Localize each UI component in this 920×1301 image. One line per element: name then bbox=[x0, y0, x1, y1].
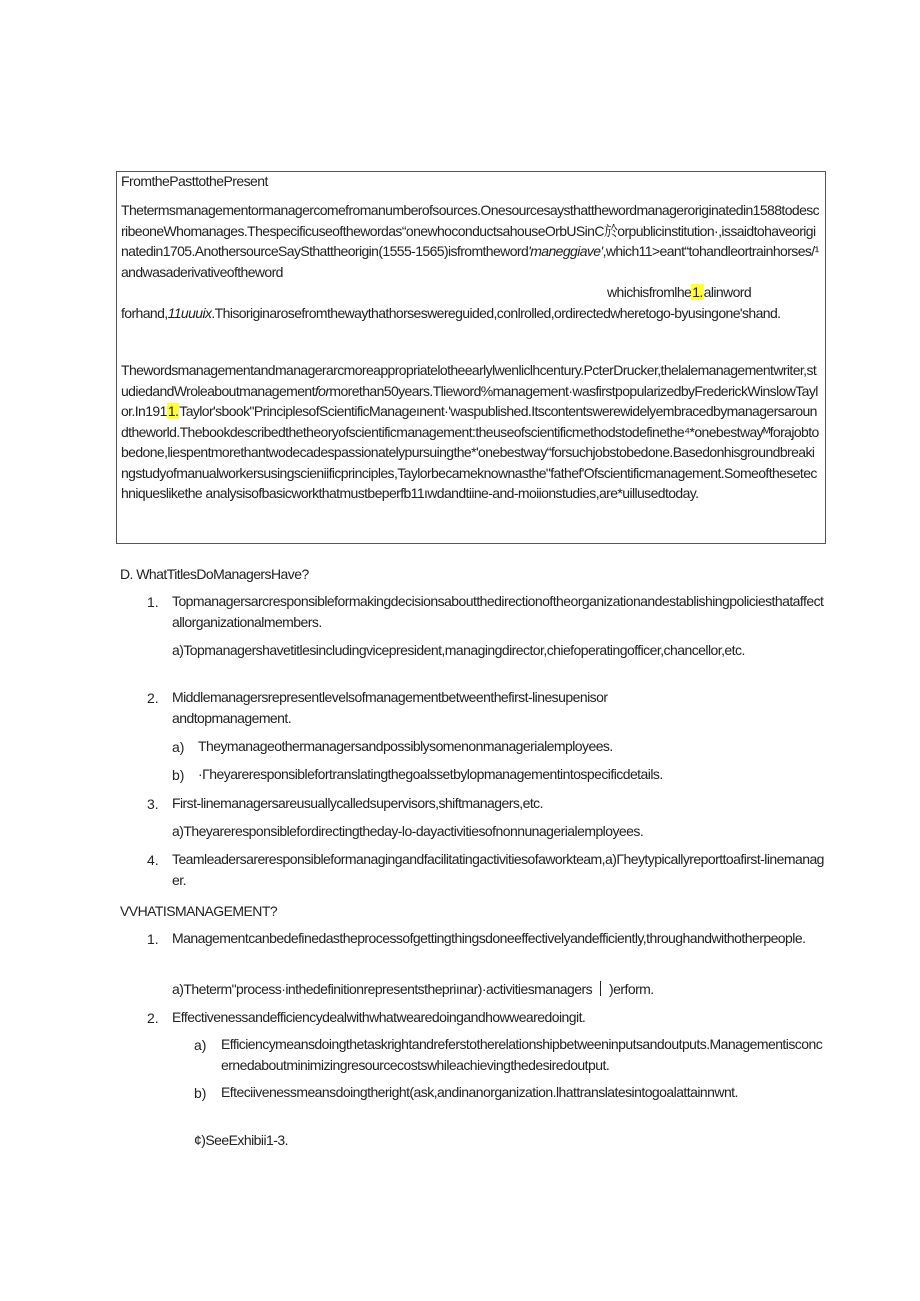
box-paragraph-taylor: Thewordsmanagementandmanagerarcmoreappropriatelotheearlylwenliclhcentury.PcterDrucker,thelalemanagementwriter,studiedandWroleaboutmanagementformorethan50years.Tlieword%management·wasfirstpopularizedbyFrederickWinslowTaylor.In1911.Taylor'sbook"PrinciplesofScientificManageınent·'waspublished.Itscontentswerewidelyembracedbymanagersaroundtheworld.Thebookdescribedthetheoryofscientificmanagement:theuseofscientificmethodstodefinethe⁴*onebestwayᴹforajobtobedone,liespentmorethantwodecadespassionatelypursuingthe*'onebestway“forsuchjobstobedone.Basedonhisgroundbreakingstudyofmanualworkersusingscieniificprinciples,Taylorbecameknownasthe"fathef'Ofscientificmanagement.Someofthesetechniqueslikethe analysisofbasicworkthatmustbeperfb11ıwdandtiine-and-moiionstudies,are*uillusedtoday. bbox=[121, 362, 819, 501]
item-number: 4. bbox=[147, 852, 159, 868]
item-number: 2. bbox=[147, 690, 159, 706]
outline-subitem: Theymanageothermanagersandpossiblysomenonmanagerialemployees. bbox=[198, 738, 613, 754]
outline-item: Teamleadersareresponsibleformanagingandfacilitatingactivitiesofaworkteam,a)Γheytypicallyreporttoafirst-linemanager. bbox=[172, 851, 824, 888]
outline-item: First-linemanagersareusuallycalledsupervisors,shiftmanagers,etc. bbox=[172, 795, 543, 811]
outline-item: Topmanagersarcresponsibleformakingdecisionsaboutthedirectionoftheorganizationandestablishingpoliciesthataffectallorganizationalmembers. bbox=[172, 593, 824, 630]
outline-subitem: a)Theyareresponsiblefordirectingtheday-lo-dayactivitiesofnonnunagerialemployees. bbox=[172, 823, 644, 839]
section-heading-management: VVHATISMANAGEMENT? bbox=[120, 903, 278, 919]
outline-subitem: a)Topmanagershavetitlesincludingvicepresident,managingdirector,chiefoperatingofficer,chancellor,etc. bbox=[172, 642, 745, 658]
outline-item: Managementcanbedefinedastheprocessofgettingthingsdoneeffectivelyandefficiently,throughandwithotherpeople. bbox=[172, 930, 806, 946]
subitem-label: a) bbox=[194, 1037, 207, 1053]
subitem-label: b) bbox=[172, 767, 185, 783]
outline-subitem: ¢)SeeExhibii1-3. bbox=[194, 1132, 288, 1148]
outline-item: Middlemanagersrepresentlevelsofmanagementbetweenthefirst-linesupenisorandtopmanagement. bbox=[172, 689, 608, 726]
outline-subitem: Efficiencymeansdoingthetaskrightandreferstotherelationshipbetweeninputsandoutputs.Managementisconcernedaboutminimizingresourcecostswhileachievingthedesiredoutput. bbox=[221, 1036, 823, 1073]
highlight-mark: 1. bbox=[692, 284, 703, 300]
subitem-label: a) bbox=[172, 739, 185, 755]
box-paragraph-origin: Thetermsmanagementormanagercomefromanumberofsources.Onesourcesaysthatthewordmanageroriginatedin1588todescribeoneWhomanages.Thespecificuseofthewordas“onewhoconductsahouseOrbUSinC於orpublicinstitution·,issaidtohaveoriginatedin1705.AnothersourceSaySthattheorigin(1555-1565)isfromtheword'maneggiave',which11>eant“tohandleortrainhorses/¹andwasaderivativeoftheword whichisfromlhe1.alinword forhand,11uuuix.Thisoriginarosefromthewaythathorseswereguided,conlrolled,ordirectedwheretogo-byusingone'shand. bbox=[121, 202, 820, 321]
outline-subitem: Efteciivenessmeansdoingtheright(ask,andinanorganization.lhattranslatesintogoalattainnwnt. bbox=[221, 1084, 738, 1100]
item-number: 1. bbox=[147, 931, 159, 947]
box-title: FromthePasttothePresent bbox=[121, 173, 268, 189]
item-number: 1. bbox=[147, 594, 159, 610]
outline-item: Effectivenessandefficiencydealwithwhatwearedoingandhowwearedoingit. bbox=[172, 1009, 586, 1025]
outline-subitem: ·Γheyareresponsiblefortranslatingthegoalssetbylopmanagementintospecificdetails. bbox=[198, 766, 663, 782]
cursor-bar-icon bbox=[600, 981, 601, 996]
section-heading-titles: D. WhatTitlesDoManagersHave? bbox=[120, 566, 309, 582]
subitem-label: b) bbox=[194, 1085, 207, 1101]
highlight-mark: 1. bbox=[167, 403, 179, 419]
from-past-to-present-box bbox=[116, 171, 826, 544]
item-number: 2. bbox=[147, 1010, 159, 1026]
item-number: 3. bbox=[147, 796, 159, 812]
outline-subitem: a)Theterm"process·inthedefinitionrepresentsthepriınar)·activitiesmanagers )erform. bbox=[172, 981, 654, 997]
